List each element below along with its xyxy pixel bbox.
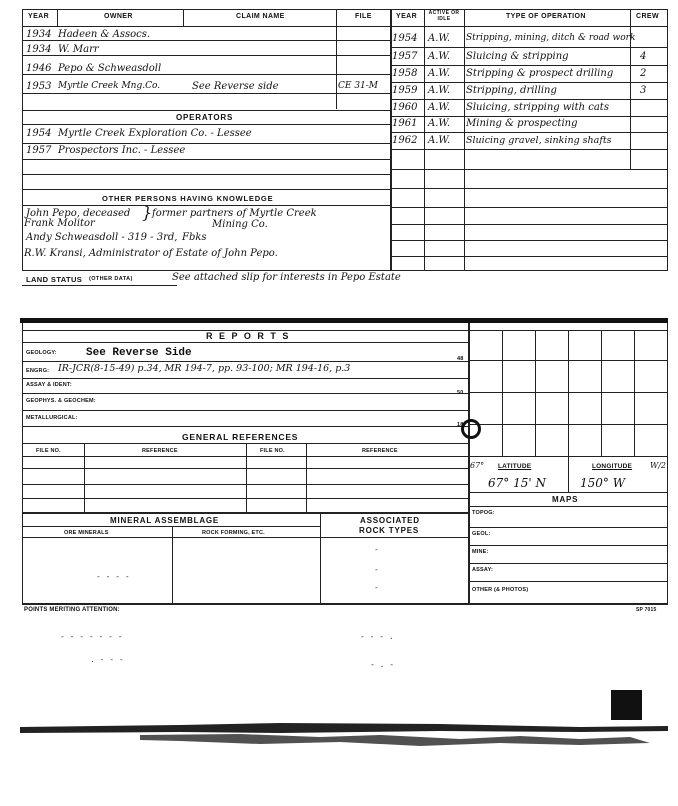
person: R.W. Kransi, Administrator of Estate of John Pepo. xyxy=(24,248,278,259)
empty-marks: - xyxy=(374,545,379,554)
op-type: Stripping, mining, ditch & road work xyxy=(466,33,636,43)
maps-topog: TOPOG: xyxy=(472,510,495,516)
operator-year: 1954 xyxy=(26,128,52,139)
general-references-title: GENERAL REFERENCES xyxy=(182,432,299,442)
maps-label: MAPS xyxy=(552,495,579,504)
faint-marks: - - - . xyxy=(360,632,394,641)
top-band xyxy=(20,318,668,323)
owner-name: Hadeen & Assocs. xyxy=(58,29,151,40)
header-year: YEAR xyxy=(28,13,50,20)
form-number: SP 7015 xyxy=(636,607,657,613)
operators-title: OPERATORS xyxy=(176,113,234,122)
points-meriting-label: POINTS MERITING ATTENTION: xyxy=(24,607,120,613)
op-active: A.W. xyxy=(428,51,451,62)
op-active: A.W. xyxy=(428,68,451,79)
op-type: Stripping & prospect drilling xyxy=(466,68,614,79)
other-persons-title: OTHER PERSONS HAVING KNOWLEDGE xyxy=(102,194,274,203)
scale-mark: 50 xyxy=(457,390,464,396)
reference-header: REFERENCE xyxy=(362,448,398,454)
op-year: 1962 xyxy=(392,135,418,146)
scan-smudge-band xyxy=(20,715,668,755)
brace: } xyxy=(142,203,153,222)
geology-value: See Reverse Side xyxy=(86,347,192,359)
operator-name: Myrtle Creek Exploration Co. - Lessee xyxy=(58,128,252,139)
header-file: FILE xyxy=(355,13,372,20)
land-status-sub: (OTHER DATA) xyxy=(89,276,133,282)
person: Andy Schweasdoll - 319 - 3rd, xyxy=(26,232,178,243)
empty-marks: - - - - xyxy=(96,572,130,581)
op-type: Sluicing & stripping xyxy=(466,51,569,62)
header-crew: CREW xyxy=(636,13,659,20)
header-year-right: YEAR xyxy=(396,13,418,20)
file-no-header: FILE NO. xyxy=(36,448,61,454)
op-crew: 3 xyxy=(640,85,647,96)
assay-label: ASSAY & IDENT: xyxy=(26,382,72,388)
owner-name: Pepo & Schweasdoll xyxy=(58,63,162,74)
person: John Pepo, deceased xyxy=(26,208,131,219)
land-status-text: See attached slip for interests in Pepo Estate xyxy=(172,272,401,283)
latitude-value: 67° 15' N xyxy=(488,476,546,490)
header-active-idle: ACTIVE OR IDLE xyxy=(428,10,460,22)
header-owner: OWNER xyxy=(104,13,133,20)
rock-types-label: ROCK TYPES xyxy=(359,526,420,535)
header-claim-name: CLAIM NAME xyxy=(236,13,285,20)
file-no-header: FILE NO. xyxy=(260,448,285,454)
op-type: Sluicing, stripping with cats xyxy=(466,102,609,113)
longitude-label: LONGITUDE xyxy=(592,463,633,470)
op-year: 1961 xyxy=(392,118,418,129)
ore-minerals-header: ORE MINERALS xyxy=(64,530,109,536)
person: Frank Molitor xyxy=(24,218,95,229)
registration-circle-icon xyxy=(461,419,481,439)
faint-marks: - . - xyxy=(370,660,395,669)
maps-assay: ASSAY: xyxy=(472,567,494,573)
op-year: 1957 xyxy=(392,51,418,62)
op-type: Sluicing gravel, sinking shafts xyxy=(466,135,612,146)
reports-title: R E P O R T S xyxy=(206,331,291,341)
owner-year: 1953 xyxy=(26,81,52,92)
longitude-value: 150° W xyxy=(580,476,626,490)
header-type-of-operation: TYPE OF OPERATION xyxy=(506,13,586,20)
empty-marks: - xyxy=(374,565,379,574)
metallurgical-label: METALLURGICAL: xyxy=(26,415,78,421)
file-number: CE 31-M xyxy=(338,81,379,91)
empty-marks: - xyxy=(374,583,379,592)
op-active: A.W. xyxy=(428,102,451,113)
op-year: 1960 xyxy=(392,102,418,113)
latitude-label: LATITUDE xyxy=(498,463,532,470)
op-active: A.W. xyxy=(428,118,451,129)
owner-year: 1934 xyxy=(26,29,52,40)
person-note: Fbks xyxy=(182,232,207,243)
owner-year: 1934 xyxy=(26,44,52,55)
faint-marks: - - - - - - - xyxy=(60,632,123,641)
person-note: former partners of Myrtle Creek xyxy=(152,208,317,219)
claim-name: See Reverse side xyxy=(192,81,279,92)
lat-prefix: 67° xyxy=(470,461,485,470)
owner-name: Myrtle Creek Mng.Co. xyxy=(58,81,161,91)
operator-year: 1957 xyxy=(26,145,52,156)
mineral-assemblage-title: MINERAL ASSEMBLAGE xyxy=(110,516,220,525)
op-active: A.W. xyxy=(428,135,451,146)
op-year: 1959 xyxy=(392,85,418,96)
owner-year: 1946 xyxy=(26,63,52,74)
maps-other: OTHER (& PHOTOS) xyxy=(472,587,529,593)
engrg-value: IR-JCR(8-15-49) p.34, MR 194-7, pp. 93-100; MR 194-16, p.3 xyxy=(58,363,351,374)
op-active: A.W. xyxy=(428,33,451,44)
op-year: 1954 xyxy=(392,33,418,44)
op-active: A.W. xyxy=(428,85,451,96)
scale-mark: 48 xyxy=(457,356,464,362)
op-type: Stripping, drilling xyxy=(466,85,557,96)
maps-geol: GEOL: xyxy=(472,531,491,537)
person-note: Mining Co. xyxy=(212,219,268,230)
scale-mark: 18 xyxy=(457,422,464,428)
op-crew: 4 xyxy=(640,51,647,62)
geophys-label: GEOPHYS. & GEOCHEM: xyxy=(26,398,96,404)
engrg-label: ENGRG: xyxy=(26,368,50,374)
faint-marks: . - - - xyxy=(90,655,124,664)
op-type: Mining & prospecting xyxy=(466,118,578,129)
geology-label: GEOLOGY: xyxy=(26,350,57,356)
maps-mine: MINE: xyxy=(472,549,489,555)
associated-label: ASSOCIATED xyxy=(360,516,420,525)
owner-name: W. Marr xyxy=(58,44,99,55)
reference-header: REFERENCE xyxy=(142,448,178,454)
land-status-label: LAND STATUS xyxy=(26,275,83,284)
long-suffix: W/2 xyxy=(650,461,667,470)
op-crew: 2 xyxy=(640,68,647,79)
operator-name: Prospectors Inc. - Lessee xyxy=(58,145,186,156)
rock-forming-header: ROCK FORMING, ETC. xyxy=(202,530,265,536)
op-year: 1958 xyxy=(392,68,418,79)
